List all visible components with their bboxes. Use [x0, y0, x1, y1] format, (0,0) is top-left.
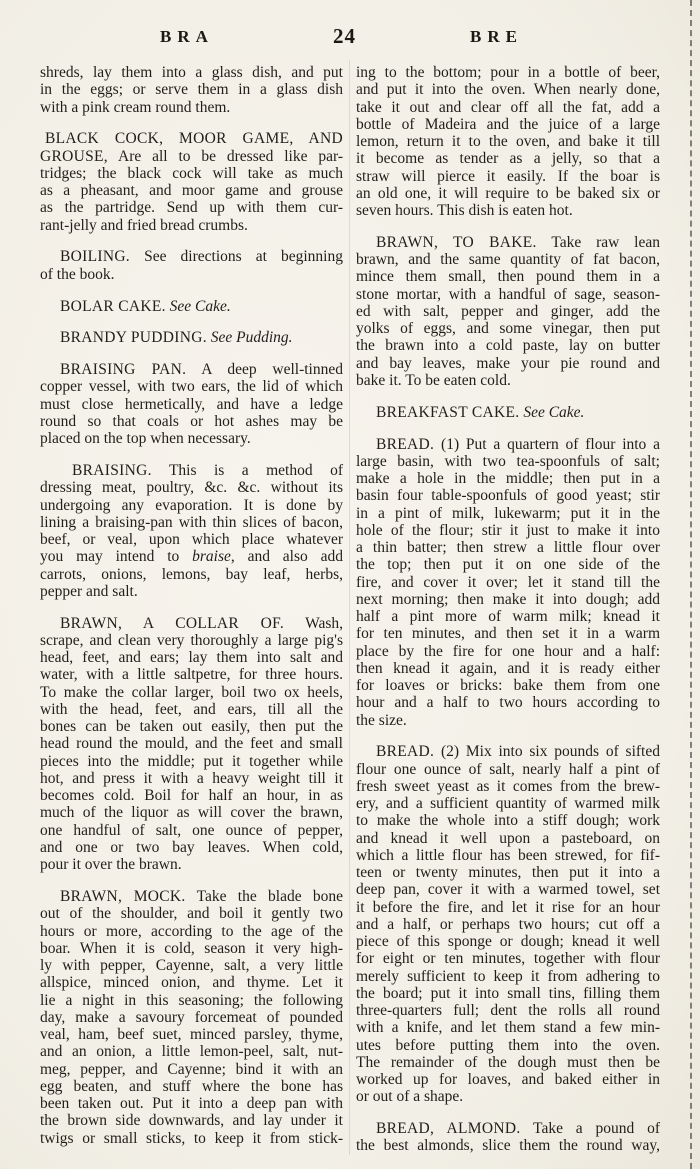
text-line: pepper and salt. — [40, 582, 138, 600]
italic-text: braise — [192, 548, 231, 566]
text-line: stone mortar, with a handful of sage, season- — [356, 285, 660, 303]
line-text: you may intend to — [40, 548, 193, 566]
text-line: in a pint of milk, lukewarm; put it in the — [356, 504, 660, 522]
entry-headword: BREAD, ALMOND. — [376, 1120, 521, 1138]
line-text: See directions at beginning — [130, 248, 343, 266]
text-line: beef, or veal, upon which place whatever — [40, 531, 343, 549]
text-line — [356, 234, 660, 251]
text-line: it become as tender as a jelly, so that a — [356, 150, 660, 168]
entry-headword: BLACK COCK, MOOR GAME, AND — [45, 130, 343, 148]
line-text: (1) Put a quartern of flour into a — [434, 435, 660, 453]
text-line — [40, 548, 343, 565]
text-line: lining a braising-pan with thin slices of bacon, — [40, 513, 343, 531]
text-line: or out of a shape. — [356, 1088, 464, 1106]
entry-headword: BRAISING. — [72, 462, 152, 480]
text-line: been taken out. Put it into a deep pan with — [40, 1095, 343, 1112]
text-line: boar. When it is cold, season it very high- — [40, 939, 343, 957]
cross-reference: See Cake. — [523, 403, 585, 421]
text-line — [40, 462, 343, 479]
entry-headword: BOILING. — [60, 248, 130, 266]
line-text: This is a method of — [151, 462, 343, 480]
text-line — [356, 1120, 660, 1137]
text-line: twigs or small sticks, to keep it from stick- — [40, 1129, 343, 1147]
dictionary-entry — [40, 298, 343, 315]
entry-headword: BREAD. — [376, 743, 435, 761]
text-line: of the book. — [40, 265, 115, 283]
text-line: meg, pepper, and Cayenne; bind it with an — [40, 1060, 343, 1078]
text-line: undergoing any evaporation. It is done by — [40, 496, 343, 514]
entry-headword: BRAISING PAN. — [60, 361, 187, 379]
text-line: water, with a little saltpetre, for three hours. — [40, 666, 343, 684]
text-line: deep pan, cover it with a warmed towel, set — [356, 881, 660, 899]
line-text: Are all to be dressed like par- — [107, 147, 343, 165]
text-line: which a little flour has been strewed, for fif- — [356, 846, 660, 864]
dictionary-entry — [356, 234, 660, 389]
text-line: hot, and press it with a heavy weight till it — [40, 769, 343, 787]
text-line: copper vessel, with two ears, the lid of which — [40, 378, 343, 396]
text-line: becomes cold. Boil for half an hour, in as — [40, 787, 343, 805]
text-line: fresh sweet yeast as it comes from the brew- — [356, 777, 660, 795]
text-line: bones can be taken out easily, then put the — [40, 718, 343, 736]
page-number: 24 — [333, 24, 356, 48]
text-line: yolks of eggs, and some vinegar, then put — [356, 320, 660, 338]
text-line: the board; put it into small tins, filling them — [356, 984, 660, 1002]
text-line: carrots, onions, lemons, bay leaf, herbs, — [40, 565, 343, 583]
text-line: worked up for loaves, and baked either in — [356, 1071, 660, 1089]
right-guide-word: BRE — [470, 27, 523, 46]
text-line: lemon, return it to the oven, and bake it till — [356, 133, 660, 150]
entry-headword: BRAWN, MOCK. — [60, 888, 186, 905]
text-line: take it out and clear off all the fat, add a — [356, 98, 660, 116]
text-line: a thin batter; then strew a little flour over — [356, 539, 660, 557]
text-line: as a pheasant, and moor game and grouse — [40, 182, 343, 200]
line-text: , and also add — [230, 548, 343, 566]
text-line — [40, 298, 343, 315]
text-line: shreds, lay them into a glass dish, and put — [40, 64, 343, 81]
line-text: A deep well-tinned — [186, 361, 343, 379]
text-line: must close hermetically, and have a ledge — [40, 395, 343, 413]
dictionary-entry — [356, 436, 660, 729]
text-line: round so that coals or hot ashes may be — [40, 412, 343, 430]
entry-headword: BRANDY PUDDING. — [60, 329, 207, 347]
dictionary-entry — [40, 888, 343, 1147]
text-line: and bay leaves, make your pie round and — [356, 354, 660, 372]
entry-continuation — [356, 64, 660, 219]
text-line: large basin, with two tea-spoonfuls of salt; — [356, 452, 660, 470]
text-line: then knead it again, and it is ready either — [356, 659, 660, 677]
text-line: as the partridge. Send up with them cur- — [40, 199, 343, 217]
text-line: with the head, feet, and ears, till all the — [40, 700, 343, 718]
text-line: much of the liquor as will cover the brawn, — [40, 804, 343, 822]
text-line: allspice, minced onion, and thyme. Let it — [40, 974, 343, 992]
text-line: brawn, and the same quantity of fat bacon, — [356, 251, 660, 269]
line-text: Wash, — [284, 614, 343, 632]
text-line: ly with pepper, Cayenne, salt, a very little — [40, 957, 343, 974]
text-line: veal, ham, beef suet, minced parsley, thyme, — [40, 1026, 343, 1043]
dictionary-entry — [356, 1120, 660, 1155]
text-line: ery, and a sufficient quantity of warmed milk — [356, 795, 660, 813]
cross-reference: See Cake. — [169, 297, 231, 315]
text-line: fire, and cover it over; let it stand till the — [356, 573, 660, 591]
text-line: pieces into the middle; put it together while — [40, 752, 343, 770]
text-line — [40, 130, 343, 147]
dictionary-entry — [356, 743, 660, 1105]
dictionary-entry — [40, 615, 343, 874]
text-line: the size. — [356, 711, 407, 729]
text-line: and knead it well upon a pasteboard, on — [356, 829, 660, 847]
text-line: rant-jelly and fried bread crumbs. — [40, 216, 248, 234]
dictionary-entry — [40, 248, 343, 283]
text-column-right — [356, 64, 660, 1155]
column-divider — [349, 60, 350, 1155]
text-line: the brown side downwards, and lay under it — [40, 1112, 343, 1130]
text-line: and put it into the oven. When nearly done, — [356, 81, 660, 99]
text-line: with a knife, and let them stand a few min- — [356, 1019, 660, 1037]
line-text: Take raw lean — [536, 233, 660, 251]
text-line: out of the shoulder, and boil it gently two — [40, 905, 343, 923]
text-line: utes before putting them into the oven. — [356, 1036, 660, 1054]
dictionary-entry — [40, 361, 343, 447]
text-line: and a half, or perhaps two hours; cut off a — [356, 915, 660, 933]
text-line: dressing meat, poultry, &c. &c. without its — [40, 479, 343, 497]
text-line — [40, 615, 343, 632]
text-line: bake it. To be eaten cold. — [356, 371, 511, 389]
text-line: make a hole in the middle; then put in a — [356, 470, 660, 488]
text-line: place by the fire for one hour and a half: — [356, 642, 660, 660]
line-text: Take a pound of — [520, 1120, 661, 1138]
text-column-left — [40, 64, 343, 1147]
scanned-page-edge — [690, 0, 692, 1169]
text-line — [40, 329, 343, 346]
text-line: egg beaten, and stuff where the bone has — [40, 1077, 343, 1095]
text-line: for eight or ten minutes, together with flour — [356, 950, 660, 968]
entry-continuation — [40, 64, 343, 116]
text-line: with a pink cream round them. — [40, 98, 231, 116]
dictionary-entry — [40, 329, 343, 346]
text-line: hour and a half to two hours according to — [356, 694, 660, 712]
text-line: bottle of Madeira and the juice of a large — [356, 115, 660, 133]
text-line — [356, 404, 660, 421]
text-line — [40, 888, 343, 905]
text-line: The remainder of the dough must then be — [356, 1053, 660, 1071]
left-guide-word: BRA — [160, 27, 214, 46]
text-line: it before the fire, and let it rise for an hour — [356, 898, 660, 916]
entry-headword: BOLAR CAKE. — [60, 297, 166, 315]
text-line: hole of the flour; stir it just to make it into — [356, 521, 660, 539]
line-text: Take the blade bone — [185, 888, 344, 905]
text-line — [40, 148, 343, 165]
text-line: and one or two bay leaves. When cold, — [40, 838, 343, 856]
text-line: hours or more, according to the age of the — [40, 922, 343, 940]
cross-reference: See Pudding. — [210, 329, 293, 347]
text-line — [40, 248, 343, 265]
text-line: flour one ounce of salt, nearly half a pint of — [356, 760, 660, 778]
text-line: teen or twenty minutes, then put it into a — [356, 864, 660, 882]
entry-headword: GROUSE, — [40, 147, 108, 165]
text-line: tridges; the black cock will take as much — [40, 164, 343, 182]
text-line: basin four table-spoonfuls of good yeast; stir — [356, 487, 660, 505]
text-line — [356, 436, 660, 453]
text-line: head, feet, and ears; lay them into salt and — [40, 649, 343, 667]
text-line: mince them small, then pound them in a — [356, 268, 660, 286]
text-line: straw will pierce it easily. If the boar is — [356, 167, 660, 185]
text-line: piece of this sponge or dough; knead it well — [356, 933, 660, 951]
text-line — [40, 361, 343, 378]
line-text: (2) Mix into six pounds of sifted — [434, 743, 660, 761]
text-line: half a pint more of warm milk; knead it — [356, 608, 660, 626]
entry-headword: BRAWN, A COLLAR OF. — [60, 614, 284, 632]
text-line: in the eggs; or serve them in a glass dish — [40, 81, 343, 99]
text-line: ed with salt, pepper and ginger, add the — [356, 302, 660, 320]
dictionary-entry — [40, 130, 343, 234]
entry-headword: BREAD. — [376, 435, 435, 453]
entry-headword: BREAKFAST CAKE. — [376, 403, 520, 421]
text-line: placed on the top when necessary. — [40, 430, 251, 448]
text-line: ing to the bottom; pour in a bottle of beer, — [356, 64, 660, 81]
text-line: To make the collar larger, boil two ox heels, — [40, 683, 343, 701]
text-line: pour it over the brawn. — [40, 856, 182, 874]
text-line: the top; then put it on one side of the — [356, 556, 660, 574]
text-line: the best almonds, slice them the round way, — [356, 1137, 660, 1155]
text-line: an old one, it will require to be baked six or — [356, 184, 660, 202]
text-line: seven hours. This dish is eaten hot. — [356, 202, 573, 219]
dictionary-entry — [40, 462, 343, 600]
text-line: day, make a savoury forcemeat of pounded — [40, 1008, 343, 1026]
dictionary-entry — [356, 404, 660, 421]
text-line: scrape, and clean very thoroughly a large pig's — [40, 631, 343, 649]
text-line: head round the mould, and the feet and small — [40, 735, 343, 753]
text-line: merely sufficient to keep it from adhering to — [356, 967, 660, 985]
text-line: for ten minutes, and then set it in a warm — [356, 625, 660, 643]
text-line: the brawn into a cold paste, lay on butter — [356, 337, 660, 355]
text-line: lie a night in this seasoning; the following — [40, 991, 343, 1009]
text-line: three-quarters full; dent the rolls all round — [356, 1002, 660, 1020]
text-line — [356, 743, 660, 760]
text-line: to make the whole into a stiff dough; work — [356, 812, 660, 830]
text-line: one handful of salt, one ounce of pepper, — [40, 821, 343, 839]
text-line: for loaves or bricks: bake them from one — [356, 677, 660, 695]
entry-headword: BRAWN, TO BAKE. — [376, 233, 537, 251]
text-line: next morning; then make it into dough; add — [356, 590, 660, 608]
text-line: and an onion, a little lemon-peel, salt, nut- — [40, 1043, 343, 1061]
